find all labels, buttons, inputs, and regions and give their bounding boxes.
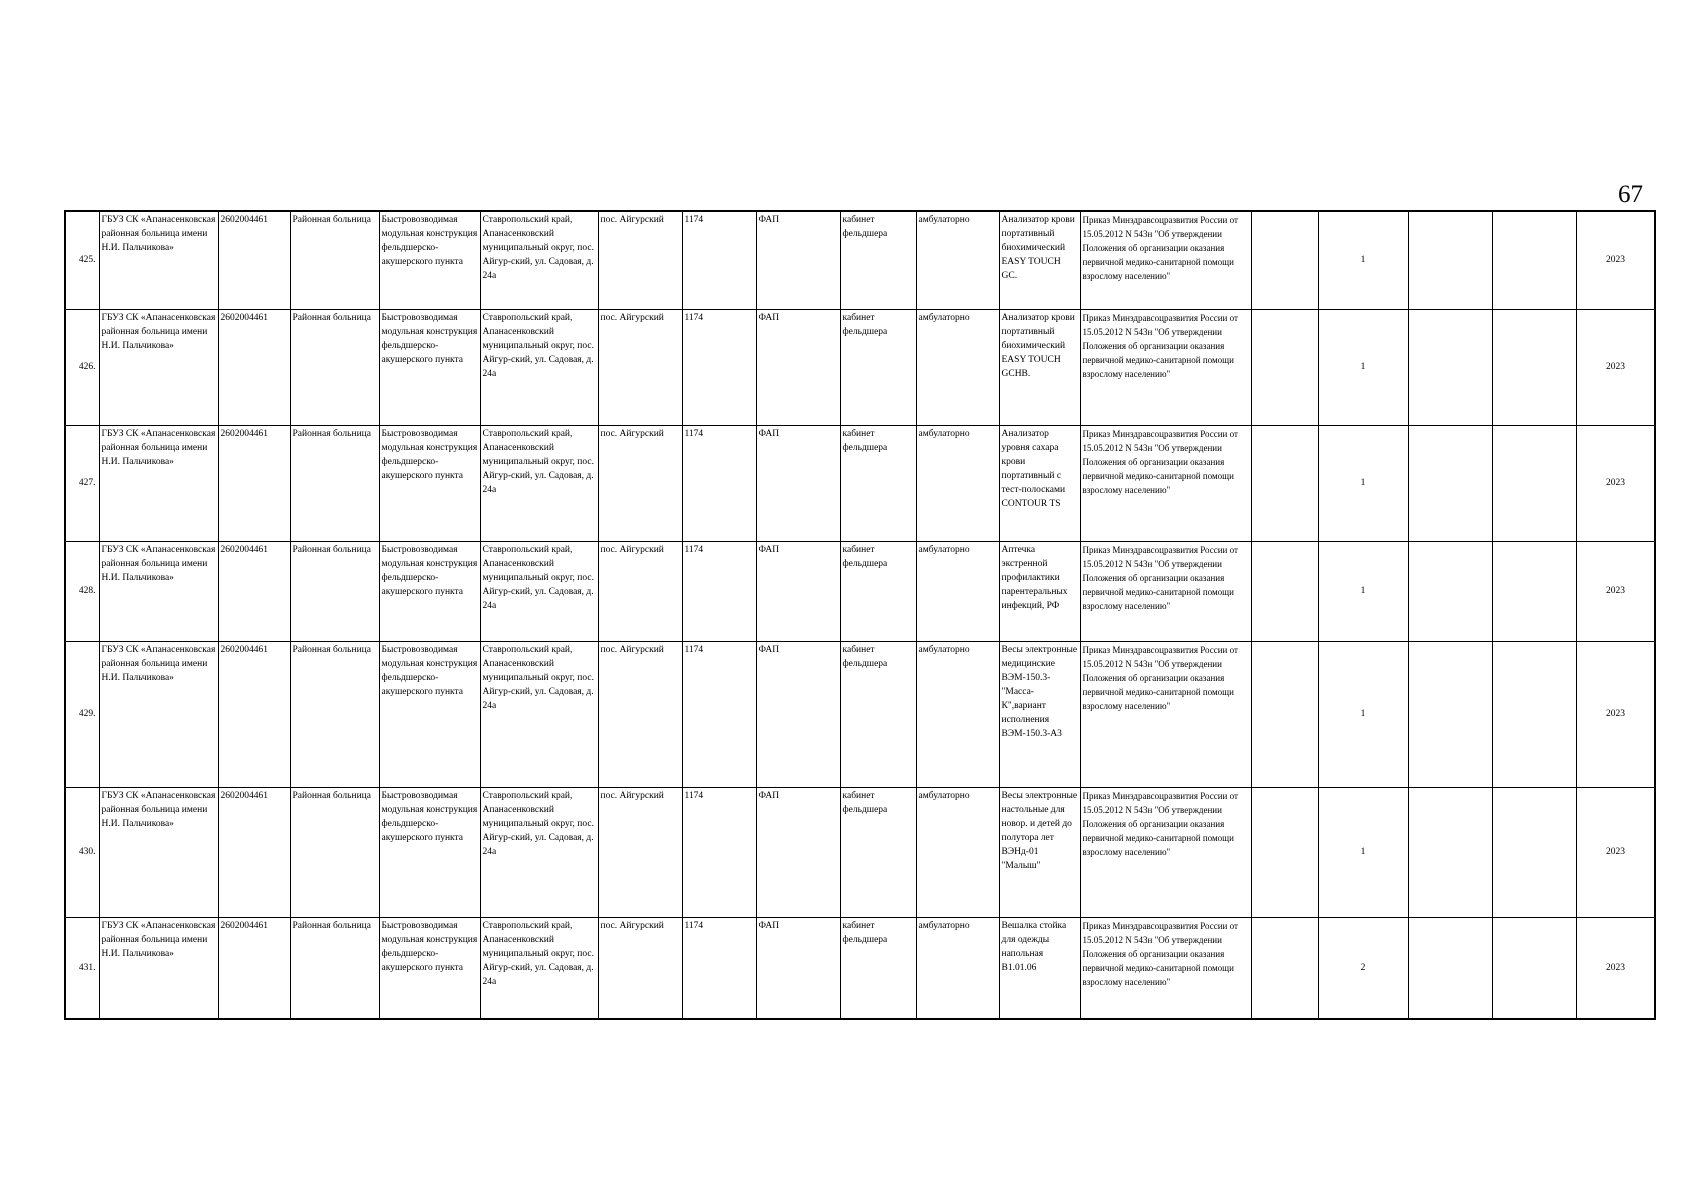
- room: кабинет фельдшера: [840, 787, 916, 917]
- organization-name: ГБУЗ СК «Апанасенковская районная больница имени Н.И. Пальчикова»: [99, 787, 218, 917]
- page-number: 67: [1618, 181, 1643, 208]
- unit-type: ФАП: [756, 211, 840, 309]
- building-type: Быстровозводимая модульная конструкция фельдшерско-акушерского пункта: [379, 309, 480, 425]
- care-form: амбулаторно: [916, 211, 999, 309]
- room: кабинет фельдшера: [840, 309, 916, 425]
- empty-cell: [1492, 641, 1576, 787]
- room: кабинет фельдшера: [840, 211, 916, 309]
- room: кабинет фельдшера: [840, 425, 916, 541]
- row-number: 427.: [65, 425, 99, 541]
- inn-code: 2602004461: [218, 211, 290, 309]
- row-number: 431.: [65, 917, 99, 1019]
- equipment-name: Вешалка стойка для одежды напольная В1.01.06: [999, 917, 1080, 1019]
- facility-type: Районная больница: [290, 917, 379, 1019]
- empty-cell: [1408, 641, 1492, 787]
- settlement: пос. Айгурский: [598, 211, 682, 309]
- empty-cell: [1251, 541, 1318, 641]
- population: 1174: [682, 641, 756, 787]
- legal-basis: Приказ Минздравсоцразвития России от 15.05.2012 N 543н "Об утверждении Положения об организации оказания первичной медико-санитарной помощи взрослому населению": [1080, 787, 1251, 917]
- equipment-name: Анализатор уровня сахара крови портативный с тест-полосками CONTOUR TS: [999, 425, 1080, 541]
- settlement: пос. Айгурский: [598, 787, 682, 917]
- empty-cell: [1251, 309, 1318, 425]
- empty-cell: [1408, 787, 1492, 917]
- building-type: Быстровозводимая модульная конструкция фельдшерско-акушерского пункта: [379, 787, 480, 917]
- inn-code: 2602004461: [218, 641, 290, 787]
- year: 2023: [1576, 425, 1655, 541]
- equipment-registry-table: [64, 210, 1656, 1020]
- care-form: амбулаторно: [916, 425, 999, 541]
- row-number: 425.: [65, 211, 99, 309]
- facility-type: Районная больница: [290, 425, 379, 541]
- address: Ставропольский край, Апанасенковский муниципальный округ, пос. Айгур-ский, ул. Садовая, д. 24а: [480, 541, 598, 641]
- empty-cell: [1492, 211, 1576, 309]
- legal-basis: Приказ Минздравсоцразвития России от 15.05.2012 N 543н "Об утверждении Положения об организации оказания первичной медико-санитарной помощи взрослому населению": [1080, 425, 1251, 541]
- address: Ставропольский край, Апанасенковский муниципальный округ, пос. Айгур-ский, ул. Садовая, д. 24а: [480, 917, 598, 1019]
- unit-type: ФАП: [756, 787, 840, 917]
- organization-name: ГБУЗ СК «Апанасенковская районная больница имени Н.И. Пальчикова»: [99, 917, 218, 1019]
- empty-cell: [1251, 917, 1318, 1019]
- room: кабинет фельдшера: [840, 541, 916, 641]
- settlement: пос. Айгурский: [598, 641, 682, 787]
- room: кабинет фельдшера: [840, 641, 916, 787]
- organization-name: ГБУЗ СК «Апанасенковская районная больница имени Н.И. Пальчикова»: [99, 425, 218, 541]
- empty-cell: [1408, 211, 1492, 309]
- empty-cell: [1492, 541, 1576, 641]
- table-row: [65, 787, 1655, 917]
- building-type: Быстровозводимая модульная конструкция фельдшерско-акушерского пункта: [379, 641, 480, 787]
- care-form: амбулаторно: [916, 541, 999, 641]
- unit-type: ФАП: [756, 641, 840, 787]
- quantity: 1: [1318, 309, 1408, 425]
- year: 2023: [1576, 541, 1655, 641]
- inn-code: 2602004461: [218, 309, 290, 425]
- table-row: [65, 425, 1655, 541]
- row-number: 429.: [65, 641, 99, 787]
- empty-cell: [1251, 425, 1318, 541]
- organization-name: ГБУЗ СК «Апанасенковская районная больница имени Н.И. Пальчикова»: [99, 541, 218, 641]
- settlement: пос. Айгурский: [598, 541, 682, 641]
- population: 1174: [682, 425, 756, 541]
- facility-type: Районная больница: [290, 641, 379, 787]
- room: кабинет фельдшера: [840, 917, 916, 1019]
- year: 2023: [1576, 641, 1655, 787]
- address: Ставропольский край, Апанасенковский муниципальный округ, пос. Айгур-ский, ул. Садовая, д. 24а: [480, 787, 598, 917]
- population: 1174: [682, 211, 756, 309]
- empty-cell: [1251, 211, 1318, 309]
- legal-basis: Приказ Минздравсоцразвития России от 15.05.2012 N 543н "Об утверждении Положения об организации оказания первичной медико-санитарной помощи взрослому населению": [1080, 641, 1251, 787]
- inn-code: 2602004461: [218, 541, 290, 641]
- year: 2023: [1576, 309, 1655, 425]
- empty-cell: [1492, 917, 1576, 1019]
- legal-basis: Приказ Минздравсоцразвития России от 15.05.2012 N 543н "Об утверждении Положения об организации оказания первичной медико-санитарной помощи взрослому населению": [1080, 309, 1251, 425]
- empty-cell: [1408, 917, 1492, 1019]
- unit-type: ФАП: [756, 309, 840, 425]
- legal-basis: Приказ Минздравсоцразвития России от 15.05.2012 N 543н "Об утверждении Положения об организации оказания первичной медико-санитарной помощи взрослому населению": [1080, 211, 1251, 309]
- row-number: 426.: [65, 309, 99, 425]
- organization-name: ГБУЗ СК «Апанасенковская районная больница имени Н.И. Пальчикова»: [99, 309, 218, 425]
- quantity: 2: [1318, 917, 1408, 1019]
- equipment-name: Анализатор крови портативный биохимический EASY TOUCH GCHB.: [999, 309, 1080, 425]
- settlement: пос. Айгурский: [598, 425, 682, 541]
- address: Ставропольский край, Апанасенковский муниципальный округ, пос. Айгур-ский, ул. Садовая, д. 24а: [480, 211, 598, 309]
- year: 2023: [1576, 787, 1655, 917]
- empty-cell: [1408, 425, 1492, 541]
- year: 2023: [1576, 211, 1655, 309]
- quantity: 1: [1318, 787, 1408, 917]
- equipment-name: Аптечка экстренной профилактики парентеральных инфекций, РФ: [999, 541, 1080, 641]
- legal-basis: Приказ Минздравсоцразвития России от 15.05.2012 N 543н "Об утверждении Положения об организации оказания первичной медико-санитарной помощи взрослому населению": [1080, 541, 1251, 641]
- building-type: Быстровозводимая модульная конструкция фельдшерско-акушерского пункта: [379, 917, 480, 1019]
- facility-type: Районная больница: [290, 211, 379, 309]
- empty-cell: [1492, 787, 1576, 917]
- row-number: 428.: [65, 541, 99, 641]
- care-form: амбулаторно: [916, 787, 999, 917]
- organization-name: ГБУЗ СК «Апанасенковская районная больница имени Н.И. Пальчикова»: [99, 641, 218, 787]
- address: Ставропольский край, Апанасенковский муниципальный округ, пос. Айгур-ский, ул. Садовая, д. 24а: [480, 425, 598, 541]
- inn-code: 2602004461: [218, 787, 290, 917]
- empty-cell: [1251, 787, 1318, 917]
- care-form: амбулаторно: [916, 309, 999, 425]
- legal-basis: Приказ Минздравсоцразвития России от 15.05.2012 N 543н "Об утверждении Положения об организации оказания первичной медико-санитарной помощи взрослому населению": [1080, 917, 1251, 1019]
- inn-code: 2602004461: [218, 425, 290, 541]
- empty-cell: [1408, 541, 1492, 641]
- unit-type: ФАП: [756, 541, 840, 641]
- care-form: амбулаторно: [916, 641, 999, 787]
- facility-type: Районная больница: [290, 541, 379, 641]
- quantity: 1: [1318, 425, 1408, 541]
- empty-cell: [1492, 309, 1576, 425]
- population: 1174: [682, 787, 756, 917]
- population: 1174: [682, 917, 756, 1019]
- table-row: [65, 541, 1655, 641]
- equipment-name: Анализатор крови портативный биохимический EASY TOUCH GC.: [999, 211, 1080, 309]
- care-form: амбулаторно: [916, 917, 999, 1019]
- facility-type: Районная больница: [290, 309, 379, 425]
- unit-type: ФАП: [756, 425, 840, 541]
- unit-type: ФАП: [756, 917, 840, 1019]
- equipment-name: Весы электронные медицинские ВЭМ-150.3-"Масса-К",вариант исполнения ВЭМ-150.3-А3: [999, 641, 1080, 787]
- settlement: пос. Айгурский: [598, 917, 682, 1019]
- table-row: [65, 641, 1655, 787]
- empty-cell: [1492, 425, 1576, 541]
- building-type: Быстровозводимая модульная конструкция фельдшерско-акушерского пункта: [379, 425, 480, 541]
- row-number: 430.: [65, 787, 99, 917]
- address: Ставропольский край, Апанасенковский муниципальный округ, пос. Айгур-ский, ул. Садовая, д. 24а: [480, 641, 598, 787]
- empty-cell: [1408, 309, 1492, 425]
- address: Ставропольский край, Апанасенковский муниципальный округ, пос. Айгур-ский, ул. Садовая, д. 24а: [480, 309, 598, 425]
- building-type: Быстровозводимая модульная конструкция фельдшерско-акушерского пункта: [379, 211, 480, 309]
- population: 1174: [682, 309, 756, 425]
- organization-name: ГБУЗ СК «Апанасенковская районная больница имени Н.И. Пальчикова»: [99, 211, 218, 309]
- equipment-name: Весы электронные настольные для новор. и детей до полутора лет ВЭНд-01 "Малыш": [999, 787, 1080, 917]
- settlement: пос. Айгурский: [598, 309, 682, 425]
- inn-code: 2602004461: [218, 917, 290, 1019]
- empty-cell: [1251, 641, 1318, 787]
- table-row: [65, 309, 1655, 425]
- quantity: 1: [1318, 541, 1408, 641]
- facility-type: Районная больница: [290, 787, 379, 917]
- quantity: 1: [1318, 641, 1408, 787]
- quantity: 1: [1318, 211, 1408, 309]
- table-row: [65, 917, 1655, 1019]
- table-row: [65, 211, 1655, 309]
- year: 2023: [1576, 917, 1655, 1019]
- population: 1174: [682, 541, 756, 641]
- building-type: Быстровозводимая модульная конструкция фельдшерско-акушерского пункта: [379, 541, 480, 641]
